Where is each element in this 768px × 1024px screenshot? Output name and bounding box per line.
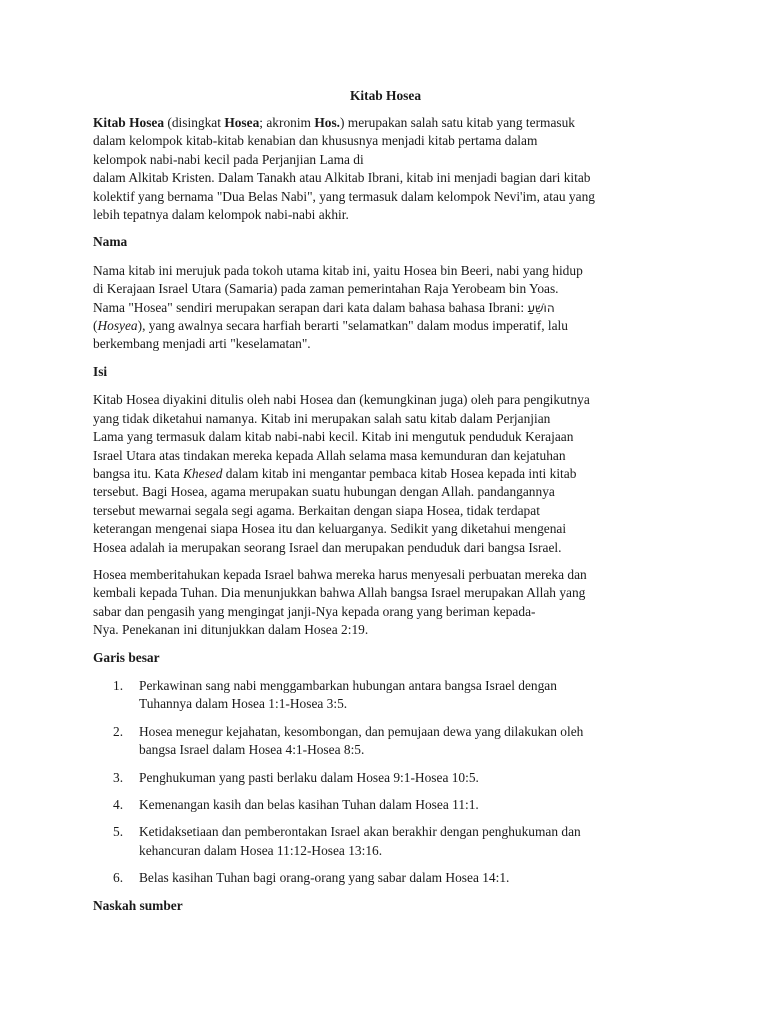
nama-paragraph [93,262,678,354]
khesed-term: Khesed [183,465,223,481]
list-text: Kemenangan kasih dan belas kasihan Tuhan dalam Hosea 11:1. [139,797,479,812]
nama-text-2: ( [93,318,98,334]
isi-text-1a: Kitab Hosea diyakini ditulis oleh nabi Hosea dan (kemungkinan juga) oleh para pengikutnya yang tidak diketahui namanya. Kitab ini merupakan salah satu kitab dalam Perjanjian Lama yang termasuk dalam kitab nabi-nabi kecil. Kitab ini mengutuk penduduk Kerajaan Israel Utara atas tindakan mereka kepada Allah selama masa kemunduran dan kejatuhan bangsa itu. Kata [93,392,590,481]
intro-text-1: (disingkat [164,115,225,130]
list-item [93,869,678,887]
list-item [93,823,678,860]
heading-nama: Nama [93,234,128,250]
isi-paragraph-2: Hosea memberitahukan kepada Israel bahwa mereka harus menyesali perbuatan mereka dan kembali kepada Tuhan. Dia menunjukkan bahwa Allah bangsa Israel merupakan Allah yang sabar dan pengasih yang mengingat janji-Nya kepada orang yang beriman kepada- Nya. Penekanan ini ditunjukkan dalam Hosea 2:19. [93,566,587,638]
list-number: 6. [113,870,124,886]
list-item [93,796,678,814]
list-text: Penghukuman yang pasti berlaku dalam Hosea 9:1-Hosea 10:5. [139,769,479,785]
list-number: 2. [113,723,124,739]
nama-text-1: Nama kitab ini merujuk pada tokoh utama kitab ini, yaitu Hosea bin Beeri, nabi yang hidup di Kerajaan Israel Utara (Samaria) pada zaman pemerintahan Raja Yerobeam bin Yoas. Nama "Hosea" sendiri merupakan serapan dari kata dalam bahasa bahasa Ibrani: [93,262,583,315]
isi-paragraph-1 [93,391,678,557]
intro-paragraph [93,114,678,224]
hebrew-word: הוֹשֵׁעַ [527,300,555,315]
nama-text-3: ), yang awalnya secara harfiah berarti "selamatkan" dalam modus imperatif, lalu berkembang menjadi arti "keselamatan". [93,318,568,352]
document-page [93,86,678,925]
intro-text-3: ) merupakan salah satu kitab yang termasuk dalam kelompok kitab-kitab kenabian dan khususnya menjadi kitab pertama dalam kelompok nabi-nabi kecil pada Perjanjian Lama di dalam Alkitab Kristen. Dalam Tanakh atau Alkitab Ibrani, kitab ini menjadi bagian dari kitab kolektif yang bernama "Dua Belas Nabi", yang termasuk dalam kelompok Nevi'im, atau yang lebih tepatnya dalam kelompok nabi-nabi akhir. [93,115,595,223]
list-text: Belas kasihan Tuhan bagi orang-orang yang sabar dalam Hosea 14:1. [139,870,510,886]
list-number: 1. [113,677,124,693]
isi-text-1b: dalam kitab ini mengantar pembaca kitab Hosea kepada inti kitab tersebut. Bagi Hosea, agama merupakan suatu hubungan dengan Allah. pandangannya tersebut mewarnai segala segi agama. Berkaitan dengan siapa Hosea, tidak terdapat keterangan mengenai siapa Hosea itu dan keluarganya. Sedikit yang diketahui mengenai Hosea adalah ia merupakan seorang Israel dan merupakan penduduk dari bangsa Israel. [93,465,577,555]
list-text: Ketidaksetiaan dan pemberontakan Israel akan berakhir dengan penghukuman dan kehancuran dalam Hosea 11:12-Hosea 13:16. [139,824,581,858]
intro-acronym: Hos. [314,115,340,130]
intro-term: Kitab Hosea [93,115,165,130]
outline-list [93,677,678,888]
intro-abbr: Hosea [224,115,260,130]
transliteration: Hosyea [97,318,138,334]
list-number: 5. [113,824,124,840]
list-item [93,677,678,714]
list-item [93,723,678,760]
heading-isi: Isi [93,363,108,379]
list-text: Hosea menegur kejahatan, kesombongan, dan pemujaan dewa yang dilakukan oleh bangsa Israel dalam Hosea 4:1-Hosea 8:5. [139,723,584,758]
heading-naskah-sumber: Naskah sumber [93,897,183,913]
list-number: 4. [113,797,124,812]
heading-garis-besar: Garis besar [93,649,160,665]
list-text: Perkawinan sang nabi menggambarkan hubungan antara bangsa Israel dengan Tuhannya dalam Hosea 1:1-Hosea 3:5. [139,677,557,712]
list-item [93,769,678,787]
list-number: 3. [113,769,124,785]
intro-text-2: ; akronim [259,115,315,130]
document-title: Kitab Hosea [349,88,422,103]
